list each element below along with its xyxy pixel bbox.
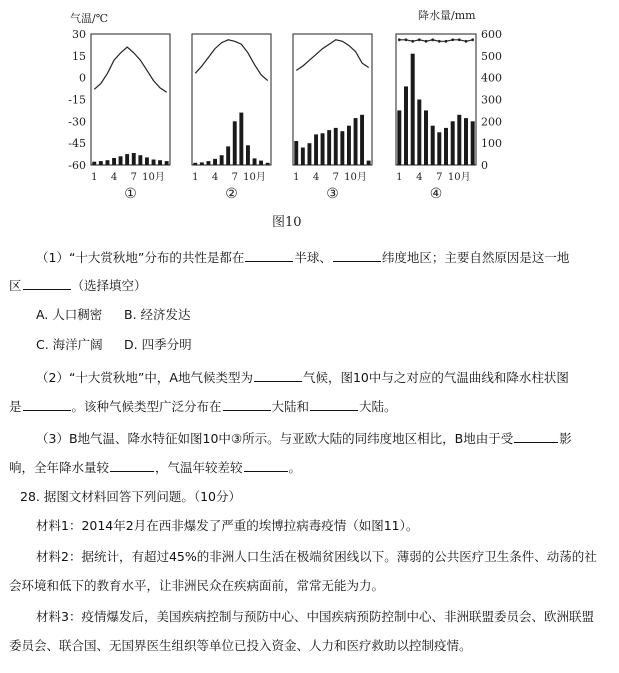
month-tick-label: 10月 bbox=[142, 172, 165, 183]
material-3-line-1 bbox=[0, 609, 619, 625]
q28-text: 28. 据图文材料回答下列问题。（10分） bbox=[20, 489, 242, 504]
precipitation-tick-label: 300 bbox=[481, 93, 502, 107]
precipitation-bar bbox=[411, 54, 415, 165]
temperature-point bbox=[458, 38, 461, 41]
q3-text-b: 影 bbox=[559, 431, 572, 446]
options-row-1 bbox=[0, 307, 619, 323]
q3-text-e: 。 bbox=[288, 460, 302, 475]
precipitation-bar bbox=[327, 130, 331, 165]
answer-blank[interactable] bbox=[110, 459, 154, 472]
precipitation-bar bbox=[207, 161, 211, 165]
precipitation-bar bbox=[301, 148, 305, 166]
month-tick-label: 1 bbox=[192, 172, 199, 183]
month-tick-label: 1 bbox=[91, 172, 98, 183]
temperature-tick-label: -45 bbox=[68, 137, 86, 151]
precipitation-bar bbox=[404, 86, 408, 165]
temperature-point bbox=[418, 38, 421, 41]
precipitation-bar bbox=[125, 154, 129, 165]
q2-text-e: 大陆和 bbox=[271, 399, 310, 414]
material-2-line-2 bbox=[0, 578, 592, 594]
panel-label: ③ bbox=[326, 186, 339, 202]
precipitation-tick-label: 0 bbox=[481, 159, 488, 172]
q3-text-a: （3）B地气温、降水特征如图10中③所示。与亚欧大陆的同纬度地区相比，B地由于受 bbox=[36, 431, 514, 446]
precipitation-bar bbox=[239, 113, 243, 165]
precipitation-bar bbox=[165, 161, 169, 165]
precipitation-bar bbox=[99, 161, 103, 165]
precipitation-bar bbox=[253, 158, 257, 165]
q1-text-d: 区 bbox=[9, 278, 22, 293]
precipitation-bar bbox=[367, 161, 371, 165]
month-tick-label: 10月 bbox=[447, 172, 471, 183]
precipitation-bar bbox=[314, 134, 318, 165]
month-tick-label: 10月 bbox=[243, 172, 266, 183]
answer-blank[interactable] bbox=[23, 277, 71, 290]
month-tick-label: 7 bbox=[130, 172, 137, 183]
month-tick-label: 7 bbox=[332, 172, 339, 183]
q1-text-a: （1）“十大赏秋地”分布的共性是都在 bbox=[36, 250, 245, 265]
option-b: B. 经济发达 bbox=[124, 307, 191, 322]
answer-blank[interactable] bbox=[23, 398, 71, 411]
precipitation-bar bbox=[334, 128, 338, 165]
month-tick-label: 10月 bbox=[344, 172, 367, 183]
precipitation-bar bbox=[347, 126, 351, 165]
panel-label: ② bbox=[225, 186, 238, 202]
answer-blank[interactable] bbox=[310, 398, 358, 411]
precipitation-bar bbox=[200, 162, 204, 165]
material-1 bbox=[0, 518, 619, 534]
precipitation-bar bbox=[431, 126, 435, 165]
material-3-text-b: 委员会、联合国、无国界医生组织等单位已投入资金、人力和医疗救助以控制疫情。 bbox=[9, 638, 472, 653]
precipitation-tick-label: 400 bbox=[481, 71, 502, 85]
precipitation-bar bbox=[444, 128, 448, 165]
option-d: D. 四季分明 bbox=[124, 337, 192, 352]
q1-text-c: 纬度地区；主要自然原因是这一地 bbox=[381, 250, 570, 265]
panel-frame bbox=[91, 34, 170, 165]
answer-blank[interactable] bbox=[254, 369, 302, 382]
temperature-tick-label: -15 bbox=[68, 93, 86, 107]
precipitation-bar bbox=[106, 160, 110, 165]
month-tick-label: 4 bbox=[416, 172, 423, 183]
temperature-tick-label: 15 bbox=[72, 49, 86, 63]
precipitation-bar bbox=[294, 141, 298, 165]
precipitation-bar bbox=[321, 133, 325, 165]
question-28-heading bbox=[0, 489, 603, 505]
material-3-line-2 bbox=[0, 638, 592, 654]
month-tick-label: 1 bbox=[396, 172, 403, 183]
question-3-line-1 bbox=[0, 430, 619, 447]
question-1-line-2 bbox=[0, 277, 592, 294]
precipitation-bar bbox=[471, 121, 475, 165]
precipitation-bar bbox=[464, 118, 468, 165]
precipitation-axis-ticks bbox=[481, 28, 502, 172]
temperature-tick-label: -30 bbox=[68, 115, 86, 129]
material-2-text-a: 材料2：据统计，有超过45%的非洲人口生活在极端贫困线以下。薄弱的公共医疗卫生条件、动荡的社 bbox=[36, 549, 597, 564]
precipitation-bar bbox=[457, 115, 461, 165]
material-2-text-b: 会环境和低下的教育水平，让非洲民众在疾病面前，常常无能为力。 bbox=[9, 578, 385, 593]
precipitation-tick-label: 100 bbox=[481, 137, 502, 151]
material-3-text-a: 材料3：疫情爆发后，美国疾病控制与预防中心、中国疾病预防控制中心、非洲联盟委员会、欧洲联盟 bbox=[36, 609, 594, 624]
temperature-point bbox=[465, 40, 468, 43]
left-axis-title: 气温/℃ bbox=[70, 12, 109, 25]
precipitation-bar bbox=[417, 100, 421, 166]
precipitation-tick-label: 200 bbox=[481, 115, 502, 129]
precipitation-bar bbox=[132, 153, 136, 165]
precipitation-bar bbox=[112, 158, 116, 165]
temperature-line bbox=[94, 47, 166, 92]
temperature-line bbox=[296, 40, 368, 71]
precipitation-bar bbox=[397, 110, 401, 165]
option-a: A. 人口稠密 bbox=[36, 307, 103, 322]
precipitation-bar bbox=[138, 155, 142, 165]
question-3-line-2 bbox=[0, 459, 592, 476]
precipitation-bar bbox=[220, 155, 224, 165]
precipitation-bar bbox=[451, 121, 455, 165]
question-2-line-1 bbox=[0, 369, 619, 386]
precipitation-bar bbox=[266, 163, 270, 165]
answer-blank[interactable] bbox=[514, 430, 558, 443]
climate-panel-1 bbox=[91, 34, 170, 202]
temperature-point bbox=[438, 40, 441, 43]
q3-text-d: ，气温年较差较 bbox=[155, 460, 243, 475]
question-1-line-1 bbox=[0, 249, 619, 266]
temperature-line bbox=[195, 40, 267, 81]
right-axis-title: 降水量/mm bbox=[418, 9, 476, 22]
precipitation-bar bbox=[193, 163, 197, 165]
temperature-point bbox=[445, 40, 448, 43]
temperature-point bbox=[398, 38, 401, 41]
precipitation-tick-label: 500 bbox=[481, 49, 502, 63]
q3-text-c: 响，全年降水量较 bbox=[9, 460, 110, 475]
temperature-point bbox=[411, 40, 414, 43]
answer-blank[interactable] bbox=[245, 249, 293, 262]
precipitation-bar bbox=[308, 143, 312, 165]
temperature-axis-ticks bbox=[68, 28, 86, 172]
options-row-2 bbox=[0, 337, 619, 353]
precipitation-bar bbox=[226, 146, 230, 165]
climate-panel-3 bbox=[293, 34, 372, 202]
temperature-point bbox=[405, 38, 408, 41]
climate-panel-4 bbox=[396, 34, 476, 202]
temperature-point bbox=[425, 40, 428, 43]
precipitation-bar bbox=[360, 115, 364, 165]
answer-blank[interactable] bbox=[223, 398, 271, 411]
temperature-tick-label: 0 bbox=[79, 71, 86, 85]
temperature-tick-label: 30 bbox=[72, 28, 86, 41]
q2-text-d: 。该种气候类型广泛分布在 bbox=[71, 399, 222, 414]
month-tick-label: 4 bbox=[211, 172, 219, 183]
precipitation-bar bbox=[340, 131, 344, 165]
answer-blank[interactable] bbox=[333, 249, 381, 262]
precipitation-tick-label: 600 bbox=[481, 28, 502, 41]
answer-blank[interactable] bbox=[244, 459, 288, 472]
precipitation-bar bbox=[233, 121, 237, 165]
precipitation-bar bbox=[437, 132, 441, 165]
month-tick-label: 7 bbox=[436, 172, 443, 183]
precipitation-bar bbox=[158, 160, 162, 165]
precipitation-bar bbox=[246, 145, 250, 165]
precipitation-bar bbox=[119, 156, 123, 165]
panel-label: ④ bbox=[429, 186, 443, 202]
q2-text-b: 气候，图10中与之对应的气温曲线和降水柱状图 bbox=[302, 370, 569, 385]
panel-label: ① bbox=[124, 186, 137, 202]
temperature-point bbox=[431, 38, 434, 41]
question-2-line-2 bbox=[0, 398, 592, 415]
precipitation-bar bbox=[145, 157, 149, 165]
option-c: C. 海洋广阔 bbox=[36, 337, 103, 352]
month-tick-label: 7 bbox=[231, 172, 238, 183]
month-tick-label: 4 bbox=[312, 172, 320, 183]
climate-chart-figure bbox=[0, 0, 583, 230]
material-1-text: 材料1：2014年2月在西非爆发了严重的埃博拉病毒疫情（如图11）。 bbox=[36, 518, 419, 533]
month-tick-label: 4 bbox=[110, 172, 118, 183]
temperature-tick-label: -60 bbox=[68, 159, 86, 172]
temperature-point bbox=[471, 38, 474, 41]
q2-text-f: 大陆。 bbox=[359, 399, 397, 414]
month-tick-label: 1 bbox=[293, 172, 300, 183]
climate-panels bbox=[91, 34, 476, 202]
figure-caption: 图10 bbox=[272, 215, 302, 230]
panel-frame bbox=[192, 34, 271, 165]
precipitation-bar bbox=[213, 159, 217, 165]
q2-text-a: （2）“十大赏秋地”中，A地气候类型为 bbox=[36, 370, 253, 385]
precipitation-bar bbox=[92, 162, 96, 165]
temperature-point bbox=[451, 38, 454, 41]
precipitation-bar bbox=[152, 160, 156, 166]
material-2-line-1 bbox=[0, 549, 619, 565]
temperature-line bbox=[399, 40, 472, 42]
precipitation-bar bbox=[354, 118, 358, 165]
q2-text-c: 是 bbox=[9, 399, 22, 414]
precipitation-bar bbox=[259, 161, 263, 165]
q1-text-b: 半球、 bbox=[294, 250, 332, 265]
climate-panel-2 bbox=[192, 34, 271, 202]
q1-text-e: （选择填空） bbox=[71, 278, 147, 293]
precipitation-bar bbox=[424, 110, 428, 165]
